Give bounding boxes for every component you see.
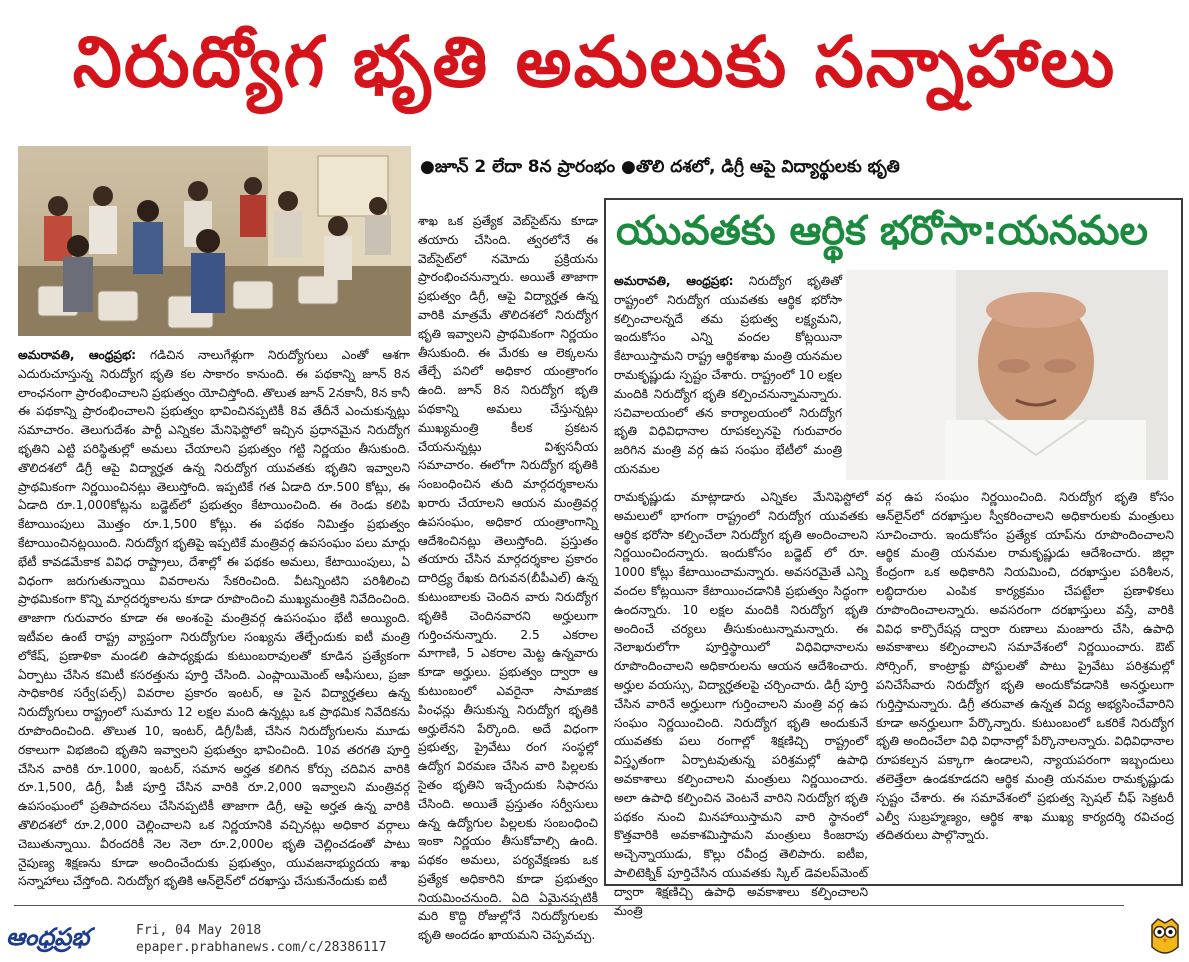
minister-portrait: [846, 270, 1168, 480]
article-column-1: [18, 346, 410, 892]
headline: [0, 0, 1189, 140]
minister-portrait-graphic: [846, 270, 1168, 480]
subheadline: [420, 146, 1180, 192]
sidebar-column-b: [614, 488, 868, 918]
classroom-photo: [18, 146, 411, 336]
sidebar-body-a: నిరుద్యోగ భృతితో రాష్ట్రంలో నిరుద్యోగ యువతకు ఆర్థిక భరోసా కల్పించాలన్నదే తమ ప్రభుత్వ లక్ష్యమని, ఇందుకోసం ఎన్ని వందల కోట్లయినా కేటాయిస్తామని రాష్ట్ర ఆర్థికశాఖ మంత్రి యనమల రామకృష్ణుడు స్పష్టం చేశారు. రాష్ట్రంలో 10 లక్షల మందికి నిరుద్యోగ భృతి కల్పించనున్నామన్నారు. సచివాలయంలో తన కార్యాలయంలో నిరుద్యోగ భృతి విధివిధానాల రూపకల్పనపై గురువారం జరిగిన మంత్రి వర్గ ఉప సంఘం భేటీలో మంత్రి యనమల: [614, 274, 843, 476]
footer-date: Fri, 04 May 2018: [136, 923, 262, 938]
sidebar-body-c: వర్గ ఉప సంఘం నిర్ణయించింది. నిరుద్యోగ భృతి కోసం ఆన్‌లైన్‌లో దరఖాస్తుల స్వీకరించాలని అధికారులకు మంత్రులు సూచించారు. ఇందుకోసం ప్రత్యేక యాప్‌ను రూపొందించాలని ఆర్థిక మంత్రి యనమల రామకృష్ణుడు ఆదేశించారు. జిల్లా కేంద్రంగా ఒక అధికారిని నియమించి, దరఖాస్తుల పరిశీలన, లబ్ధిదారుల ఎంపిక కార్యక్రమం చేపట్టేలా ప్రణాళికలు రూపొందించాలన్నారు. అవసరంగా దరఖాస్తులు వస్తే, వారికి వివిధ కార్పొరేషన్ల ద్వారా రుణాలు మంజూరు చేసి, ఉపాధి అవకాశాలు కల్పించాలని సమావేశంలో నిర్ణయించారు. ఔట్ సోర్సింగ్, కాంట్రాక్టు పోస్టులతో పాటు ప్రైవేటు పరిశ్రమల్లో పనిచేసేవారు నిరుద్యోగ భృతి అందుకోవడానికి అనర్హులుగా గుర్తిస్తామన్నారు. డిగ్రీ తరువాత ఉన్నత విద్య అభ్యసించేవారిని కూడా అనర్హులుగా పేర్కొన్నారు. కుటుంబంలో ఒకరికే నిరుద్యోగ భృతి అందించేలా విధి విధానాల్లో పేర్కొనాలన్నారు. విధివిధానాల రూపకల్పన పక్కాగా ఉండాలని, న్యాయపరంగా ఇబ్బందులు తలెత్తేలా ఉండకూడదని ఆర్థిక మంత్రి యనమల రామకృష్ణుడు స్పష్టం చేశారు. ఈ సమావేశంలో ప్రభుత్వ స్పెషల్ చీఫ్ సెక్రటరీ ఎల్వీ సుబ్రహ్మణ్యం, ఆర్థిక శాఖ ముఖ్య కార్యదర్శి రవిచంద్ర తదితరులు పాల్గొన్నారు.: [876, 490, 1174, 843]
article-column-2: [418, 212, 598, 943]
footer-url[interactable]: epaper.prabhanews.com/c/28386117: [136, 940, 387, 955]
sidebar-column-a: [614, 272, 842, 486]
article-body-2: శాఖ ఒక ప్రత్యేక వెబ్‌సైట్‌ను కూడా తయారు చేసింది. త్వరలోనే ఈ వెబ్‌సైట్‌లో నమోదు ప్రక్రియను ప్రారంభించనున్నారు. అయితే తాజాగా ప్రభుత్వం డిగ్రీ, ఆపై విద్యార్హత ఉన్న వారికి మాత్రమే తొలిదశలో నిరుద్యోగ భృతి ఇవ్వాలని ప్రాథమికంగా నిర్ణయం తీసుకుంది. ఈ మేరకు ఆ లెక్కలను తేల్చే పనిలో అధికార యంత్రాంగం ఉంది. జూన్ 8న నిరుద్యోగ భృతి పథకాన్ని అమలు చేస్తున్నట్లు ముఖ్యమంత్రి కీలక ప్రకటన చేయనున్నట్లు విశ్వసనీయ సమాచారం. ఈలోగా నిరుద్యోగ భృతికి సంబంధించిన తుది మార్గదర్శకాలను ఖరారు చేయాలని ఆయన మంత్రివర్గ ఉపసంఘం, అధికార యంత్రాంగాన్ని ఆదేశించినట్లు తెలుస్తోంది. ప్రస్తుతం తయారు చేసిన మార్గదర్శకాల ప్రకారం దారిద్ర్య రేఖకు దిగువన(బీపీఎల్) ఉన్న కుటుంబాలకు చెందిన వారు నిరుద్యోగ భృతికి చెందినవారని అర్హులుగా గుర్తించనున్నారు. 2.5 ఎకరాల మాగాణి, 5 ఎకరాల మెట్ట ఉన్నవారు కూడా అర్హులు. ప్రభుత్వం ద్వారా ఆ కుటుంబంలో ఎవరైనా సామాజిక పింఛన్లు తీసుకున్న నిరుద్యోగ భృతికి అర్హులేనని పేర్కొంది. అదే విధంగా ప్రభుత్వ, ప్రైవేటు రంగ సంస్థల్లో ఉద్యోగ విరమణ చేసిన వారి పిల్లలకు సైతం భృతిని ఇచ్చేందుకు సిఫారసు చేసింది. అయితే ప్రస్తుతం సర్వీసులు ఉన్న ఉద్యోగుల పిల్లలకు సంబంధించి ఇంకా నిర్ణయం తీసుకోవాల్సి ఉంది. పథకం అమలు, పర్యవేక్షణకు ఒక ప్రత్యేక అధికారిని కూడా ప్రభుత్వం నియమించనుంది. ఏది ఏమైనప్పటికీ మరి కొద్ది రోజుల్లోనే నిరుద్యోగులకు భృతి అందడం ఖాయమని చెప్పవచ్చు.: [418, 214, 598, 943]
article-dateline: అమరావతి, ఆంధ్రప్రభ:: [18, 348, 137, 362]
owl-icon: [1148, 915, 1182, 957]
sidebar-body-b: రామకృష్ణుడు మాట్లాడారు ఎన్నికల మేనిఫెస్టోలో అమలులో భాగంగా రాష్ట్రంలో నిరుద్యోగ యువతకు ఆర్థిక భరోసా కల్పించేలా నిరుద్యోగ భృతి అందించాలని నిర్ణయించిందన్నారు. ఇందుకోసం బడ్జెట్ లో రూ. 1000 కోట్లు కేటాయించామన్నారు. అవసరమైతే ఎన్ని వందల కోట్లయినా కేటాయించడానికి ప్రభుత్వం సిద్ధంగా ఉందన్నారు. 10 లక్షల మందికి నిరుద్యోగ భృతి అందించే చర్యలు తీసుకుంటున్నామన్నారు. ఈ నెలాఖరులోగా పూర్తిస్థాయిలో విధివిధానాలను రూపొందించాలని అధికారులను ఆయన ఆదేశించారు. అర్హుల వయస్సు, విద్యార్హతలపై చర్చించారు. డిగ్రీ పూర్తి చేసిన వారినే అర్హులుగా గుర్తించాలని మంత్రి వర్గ ఉప సంఘం నిర్ణయించింది. నిరుద్యోగ భృతి అందుకునే యువతకు పలు రంగాల్లో శిక్షణిచ్చి రాష్ట్రంలో విస్తృతంగా ఏర్పాటవుతున్న పరిశ్రమల్లో ఉపాధి అవకాశాలు కల్పించాలని మంత్రులు నిర్ణయించారు. అలా ఉపాధి కల్పించిన వెంటనే వారిని నిరుద్యోగ భృతి పథకం నుంచి మినహాయిస్తామని వారి స్థానంలో కొత్తవారికి అవకాశమిస్తామని మంత్రులు కింజరాపు అచ్చెన్నాయుడు, కొల్లు రవీంద్ర తెలిపారు. ఐటీఐ, పాలిటెక్నిక్ పూర్తిచేసిన యువతకు స్కిల్ డెవలప్‌మెంట్ ద్వారా శిక్షణిచ్చి ఉపాధి అవకాశాలు కల్పించాలని మంత్రి: [614, 490, 868, 918]
subheadline-text: ●జూన్ 2 లేదా 8న ప్రారంభం ●తొలి దశలో, డిగ్రీ ఆపై విద్యార్థులకు భృతి: [420, 157, 900, 177]
headline-text: నిరుద్యోగ భృతి అమలుకు సన్నాహాలు: [72, 20, 1117, 103]
article-body-1: గడిచిన నాలుగేళ్లుగా నిరుద్యోగులు ఎంతో ఆశగా ఎదురుచూస్తున్న నిరుద్యోగ భృతి కల సాకారం కానుంది. ఈ పథకాన్ని జూన్ 8న లాంఛనంగా ప్రారంభించాలని ప్రభుత్వం యోచిస్తోంది. తొలుత జూన్ 2నకానీ, 8న కానీ ఈ పథకాన్ని ప్రారంభించాలని ప్రభుత్వం భావించినప్పటికీ 8వ తేదీనే ఎంచుకున్నట్లు సమాచారం. తెలుగుదేశం పార్టీ ఎన్నికల మేనిఫెస్టోలో ఇచ్చిన ప్రధానమైన నిరుద్యోగ భృతిని ఎట్టి పరిస్థితుల్లో అమలు చేయాలని ప్రభుత్వం గట్టి నిర్ణయం తీసుకుంది. తొలిదశలో డిగ్రీ ఆపై విద్యార్హత ఉన్న నిరుద్యోగ యువతకు భృతిని ఇవ్వాలని ప్రాథమికంగా నిర్ణయించినట్లు తెలుస్తోంది. ఇప్పటికే గత ఏడాది రూ.500 కోట్లు, ఈ ఏడాది రూ.1,000కోట్లను బడ్జెట్‌లో ప్రభుత్వం కేటాయించింది. ఈ రెండు కలిపి కేటాయింపులు మొత్తం రూ.1,500 కోట్లు. ఈ పథకం నిమిత్తం ప్రభుత్వం కేటాయించినట్లయింది. నిరుద్యోగ భృతిపై ఇప్పటికే మంత్రివర్గ ఉపసంఘం పలు మార్లు భేటీ కావడమేకాక వివిధ రాష్ట్రాలు, దేశాల్లో ఈ పథకం అమలు, కేటాయింపులు, ఏ విధంగా జరుగుతున్నాయి వివరాలను సేకరించింది. వీటన్నింటిని పరిశీలించి ప్రాథమికంగా కొన్ని మార్గదర్శకాలను కూడా రూపొందించి ముఖ్యమంత్రికి నివేదించింది. తాజాగా గురువారం కూడా ఈ అంశంపై మంత్రివర్గ ఉపసంఘం భేటీ అయ్యింది. ఇటీవల ఉంటే రాష్ట్ర వ్యాప్తంగా నిరుద్యోగుల సంఖ్యను తేల్చేందుకు ఐటీ మంత్రి లోకేష్, ప్రణాళికా మండలి ఉపాధ్యక్షుడు కుటుంబరావులతో కూడిన ప్రత్యేకంగా ఏర్పాటు చేసిన కమిటీ కసరత్తును పూర్తి చేసింది. ఎంప్లాయిమెంట్ ఆఫీసులు, ప్రజా సాధికారిక సర్వే(పల్స్) వివరాల ప్రకారం ఇంటర్, ఆ పైన విద్యార్హతలు ఉన్న నిరుద్యోగులు రాష్ట్రంలో సుమారు 12 లక్షల మంది ఉన్నట్లు ఒక ప్రాథమిక నివేదికను రూపొందించింది. తొలుత 10, ఇంటర్, డిగ్రీ/పీజీ, చేసిన నిరుద్యోగులను మూడు రకాలుగా విభజించి భృతిని ఇవ్వాలని ప్రభుత్వం భావించింది. 10వ తరగతి పూర్తి చేసిన వారికి రూ.1000, ఇంటర్, సమాన అర్హత కలిగిన కోర్సు చదివిన వారికి రూ.1,500, డిగ్రీ, పీజీ పూర్తి చేసిన వారికి రూ.2,000 ఇవ్వాలని మంత్రివర్గ ఉపసంఘంలో ప్రతిపాదనలు చేసినప్పటికీ తాజాగా డిగ్రీ, ఆపై అర్హత ఉన్న వారికి తొలిదశలో రూ.2,000 చెల్లించాలని ఒక నిర్ణయానికి వచ్చినట్లు అధికార వర్గాలు చెబుతున్నాయి. వీరందరికీ నెల నెలా రూ.2,000ల భృతి చెల్లించడంతో పాటు నైపుణ్య శిక్షణను కూడా అందించేందుకు ప్రభుత్వం, యువజనాభ్యుదయ శాఖ సన్నాహాలు చేస్తోంది. నిరుద్యోగ భృతికి ఆన్‌లైన్‌లో దరఖాస్తు చేసుకునేందుకు ఐటీ: [18, 348, 411, 889]
classroom-photo-graphic: [18, 146, 411, 336]
sidebar-column-c: [876, 488, 1174, 878]
newspaper-logo: [6, 925, 89, 955]
footer-divider: [14, 905, 1124, 906]
sidebar-title: [616, 205, 1176, 267]
footer-meta: [136, 922, 386, 956]
owl-icon-graphic: [1148, 915, 1182, 957]
newspaper-logo-text: ఆంధ్రప్రభ: [6, 923, 90, 951]
sidebar-dateline: అమరావతి, ఆంధ్రప్రభ:: [614, 274, 734, 288]
sidebar-title-text: యువతకు ఆర్థిక భరోసా:యనమల: [616, 208, 1148, 254]
